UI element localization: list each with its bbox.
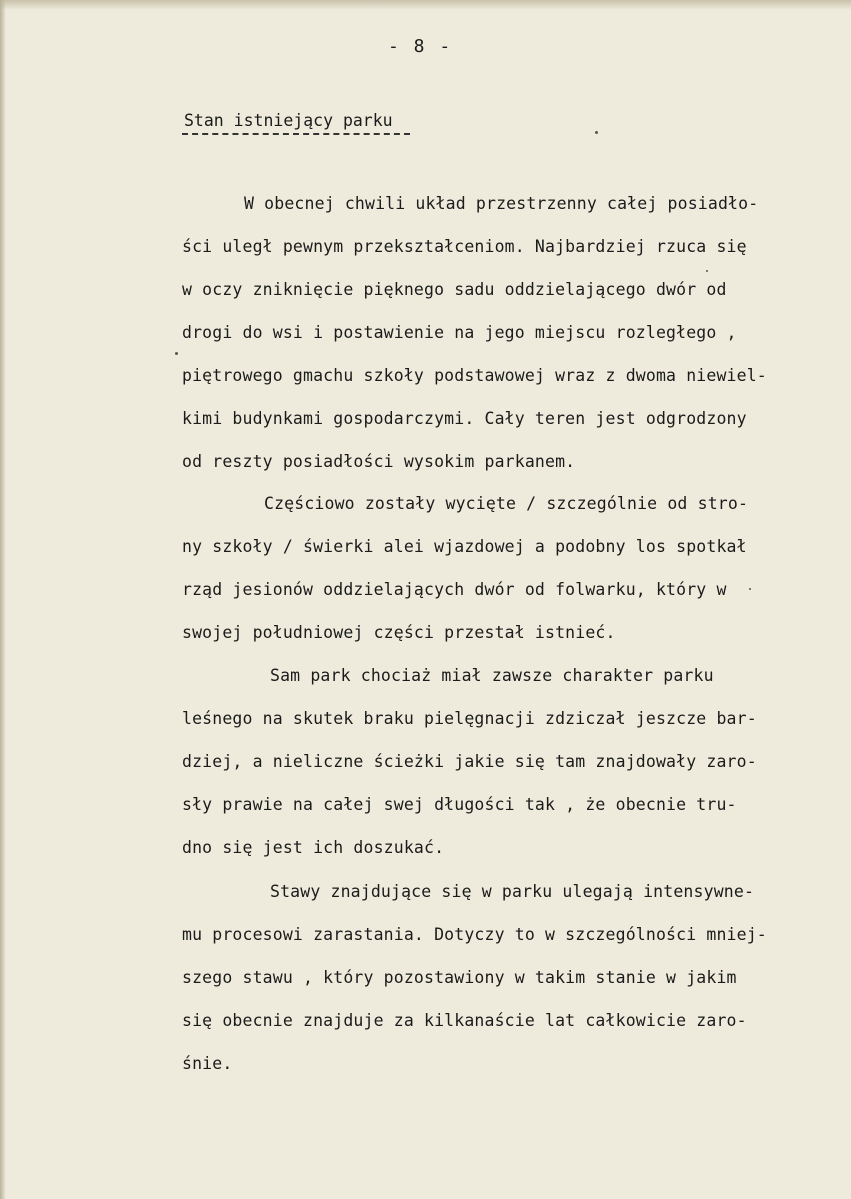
scan-speck xyxy=(595,131,598,134)
text-line: piętrowego gmachu szkoły podstawowej wraz z dwoma niewiel- xyxy=(182,366,767,385)
text-line: Sam park chociaż miał zawsze charakter parku xyxy=(270,666,714,685)
text-line: dziej, a nieliczne ścieżki jakie się tam znajdowały zaro- xyxy=(182,752,757,771)
text-line: w oczy zniknięcie pięknego sadu oddzielającego dwór od xyxy=(182,280,727,299)
text-line: mu procesowi zarastania. Dotyczy to w szczególności mniej- xyxy=(182,925,767,944)
text-line: śnie. xyxy=(182,1054,233,1073)
scan-speck xyxy=(706,270,708,272)
text-line: ści uległ pewnym przekształceniom. Najbardziej rzuca się xyxy=(182,237,747,256)
text-line: się obecnie znajduje za kilkanaście lat całkowicie zaro- xyxy=(182,1011,747,1030)
text-line: Częściowo zostały wycięte / szczególnie od stro- xyxy=(264,494,749,513)
text-line: od reszty posiadłości wysokim parkanem. xyxy=(182,452,576,471)
page-number: - 8 - xyxy=(388,36,453,57)
scan-edge-left xyxy=(0,0,6,1199)
text-line: W obecnej chwili układ przestrzenny całej posiadło- xyxy=(244,194,759,213)
text-line: rząd jesionów oddzielających dwór od folwarku, który w xyxy=(182,580,727,599)
text-line: leśnego na skutek braku pielęgnacji zdziczał jeszcze bar- xyxy=(182,709,757,728)
text-line: sły prawie na całej swej długości tak , że obecnie tru- xyxy=(182,795,737,814)
text-line: swojej południowej części przestał istnieć. xyxy=(182,623,616,642)
section-heading: Stan istniejący parku xyxy=(184,111,393,130)
text-line: ny szkoły / świerki alei wjazdowej a podobny los spotkał xyxy=(182,537,747,556)
heading-underline xyxy=(182,133,410,135)
scan-speck xyxy=(749,588,751,590)
scan-speck xyxy=(175,352,178,355)
text-line: dno się jest ich doszukać. xyxy=(182,838,445,857)
text-line: szego stawu , który pozostawiony w takim stanie w jakim xyxy=(182,968,737,987)
text-line: drogi do wsi i postawienie na jego miejscu rozległego , xyxy=(182,323,737,342)
scan-edge-top xyxy=(0,0,851,10)
text-line: Stawy znajdujące się w parku ulegają intensywne- xyxy=(270,882,755,901)
text-line: kimi budynkami gospodarczymi. Cały teren jest odgrodzony xyxy=(182,409,747,428)
